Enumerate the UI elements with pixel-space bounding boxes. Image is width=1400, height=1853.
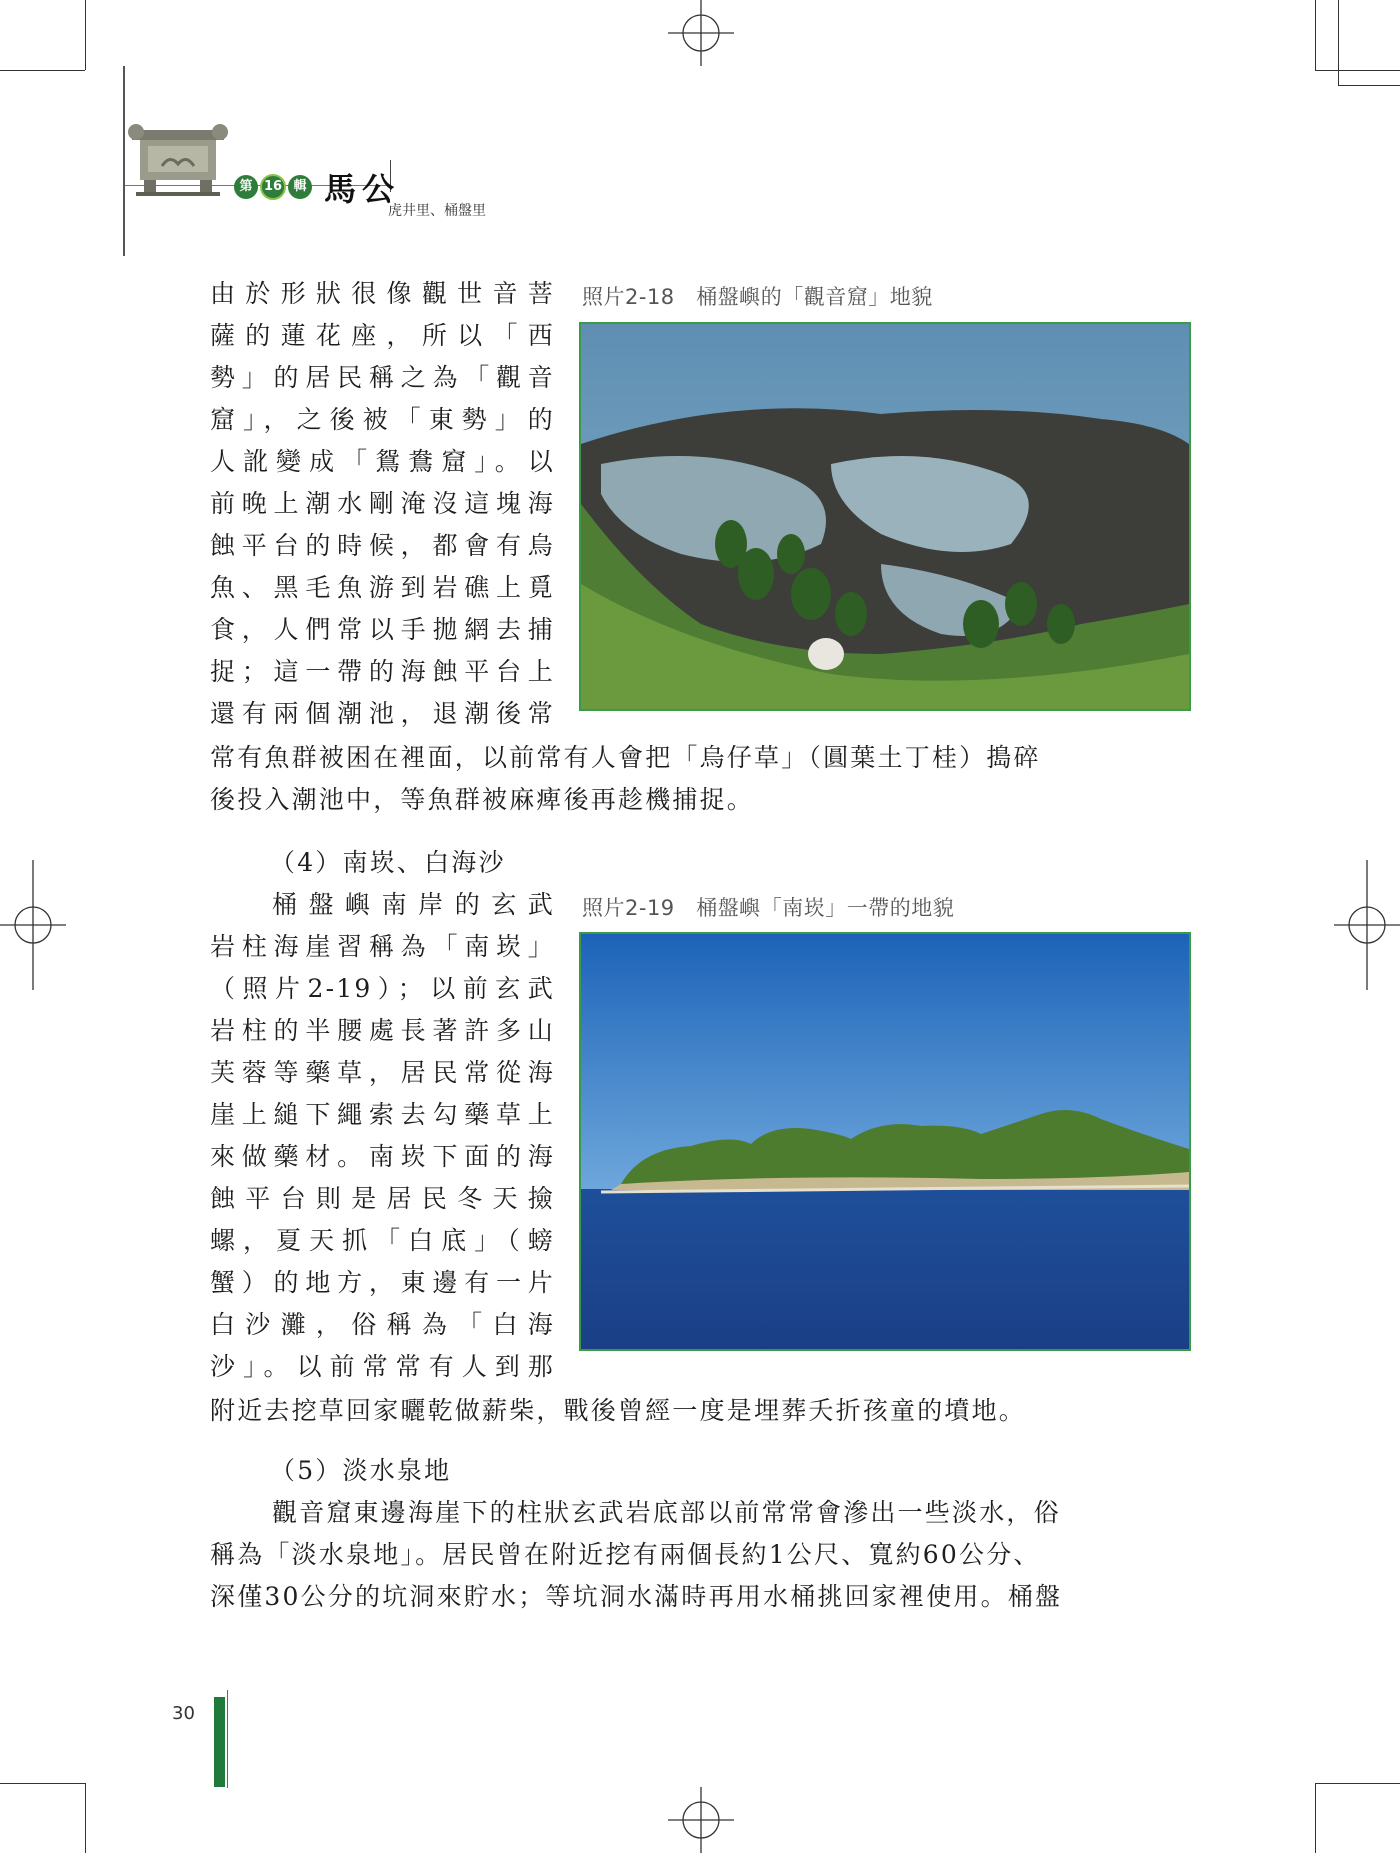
village-names: 虎井里、桶盤里 <box>388 203 486 219</box>
chapter-suffix-badge: 輯 <box>288 175 312 199</box>
photo-guanyin-cave <box>579 322 1191 711</box>
text-line: 窟」，之後被「東勢」的 <box>210 405 555 434</box>
text-line: 白沙灘，俗稱為「白海 <box>210 1310 555 1339</box>
crop-mark <box>1338 0 1339 85</box>
text-line: 附近去挖草回家曬乾做薪柴，戰後曾經一度是埋葬夭折孩童的墳地。 <box>210 1396 1027 1425</box>
registration-mark-icon <box>0 860 66 990</box>
crop-mark <box>1338 85 1400 86</box>
text-line: 人訛變成「鴛鴦窟」。以 <box>210 447 555 476</box>
text-line: 由於形狀很像觀世音菩 <box>210 279 555 308</box>
text-line: 後投入潮池中，等魚群被麻痺後再趁機捕捉。 <box>210 785 755 814</box>
town-name: 馬公 <box>324 170 401 208</box>
text-line: （照片2-19）；以前玄武 <box>210 974 555 1003</box>
page-number: 30 <box>172 1703 195 1724</box>
text-line: 岩柱海崖習稱為「南崁」 <box>210 932 555 961</box>
text-line: 蝕平台則是居民冬天撿 <box>210 1184 555 1213</box>
paragraph-guanyin-cave-narrow <box>210 273 555 735</box>
crop-mark <box>85 0 86 70</box>
paragraph-nankan-wide <box>210 1390 1190 1432</box>
registration-mark-icon <box>668 0 734 66</box>
text-line: 魚、黑毛魚游到岩礁上覓 <box>210 573 555 602</box>
chapter-number-badge: 16 <box>260 174 286 200</box>
photo-caption-label: 照片2-18 <box>582 285 675 309</box>
crop-mark <box>0 1783 85 1784</box>
photo-caption <box>582 892 954 922</box>
crop-mark <box>1315 70 1400 71</box>
text-line: 前晚上潮水剛淹沒這塊海 <box>210 489 555 518</box>
crop-mark <box>1315 0 1316 70</box>
photo-caption-text: 桶盤嶼「南崁」一帶的地貌 <box>696 896 955 920</box>
footer-rule <box>227 1690 228 1788</box>
text-line: 蝕平台的時候，都會有烏 <box>210 531 555 560</box>
photo-caption <box>582 281 933 311</box>
photo-caption-text: 桶盤嶼的「觀音窟」地貌 <box>696 285 933 309</box>
paragraph-nankan-narrow <box>210 884 555 1388</box>
section-heading-nankan: （4）南崁、白海沙 <box>270 848 506 877</box>
text-line: 勢」的居民稱之為「觀音 <box>210 363 555 392</box>
crop-mark <box>0 70 85 71</box>
text-line: 觀音窟東邊海崖下的柱狀玄武岩底部以前常常會滲出一些淡水，俗 <box>272 1498 1061 1527</box>
header-rule <box>123 66 125 256</box>
text-line: 捉；這一帶的海蝕平台上 <box>210 657 555 686</box>
registration-mark-icon <box>668 1787 734 1853</box>
text-line: 還有兩個潮池，退潮後常 <box>210 699 555 728</box>
registration-mark-icon <box>1334 860 1400 990</box>
section-heading-freshwater: （5）淡水泉地 <box>270 1456 452 1485</box>
text-line: 常有魚群被困在裡面，以前常有人會把「烏仔草」（圓葉土丁桂）搗碎 <box>210 743 1041 772</box>
paragraph-freshwater <box>210 1492 1190 1618</box>
text-line: 蟹）的地方，東邊有一片 <box>210 1268 555 1297</box>
chapter-title <box>234 170 401 208</box>
stone-vessel-icon <box>126 124 230 198</box>
crop-mark <box>85 1783 86 1853</box>
text-line: 桶盤嶼南岸的玄武 <box>272 890 555 919</box>
paragraph-guanyin-cave-wide <box>210 737 1190 821</box>
text-line: 芙蓉等藥草，居民常從海 <box>210 1058 555 1087</box>
text-line: 岩柱的半腰處長著許多山 <box>210 1016 555 1045</box>
text-line: 食，人們常以手拋網去捕 <box>210 615 555 644</box>
text-line: 稱為「淡水泉地」。居民曾在附近挖有兩個長約1公尺、寬約60公分、 <box>210 1540 1041 1569</box>
text-line: 薩的蓮花座，所以「西 <box>210 321 555 350</box>
page-accent-bar <box>214 1697 225 1787</box>
text-line: 來做藥材。南崁下面的海 <box>210 1142 555 1171</box>
chapter-prefix-badge: 第 <box>234 175 258 199</box>
photo-caption-label: 照片2-19 <box>582 896 675 920</box>
photo-nankan <box>579 932 1191 1351</box>
crop-mark <box>1315 1783 1400 1784</box>
text-line: 沙」。以前常常有人到那 <box>210 1352 555 1381</box>
text-line: 崖上縋下繩索去勾藥草上 <box>210 1100 555 1129</box>
text-line: 深僅30公分的坑洞來貯水；等坑洞水滿時再用水桶挑回家裡使用。桶盤 <box>210 1582 1063 1611</box>
text-line: 螺，夏天抓「白底」（螃 <box>210 1226 555 1255</box>
crop-mark <box>1315 1783 1316 1853</box>
